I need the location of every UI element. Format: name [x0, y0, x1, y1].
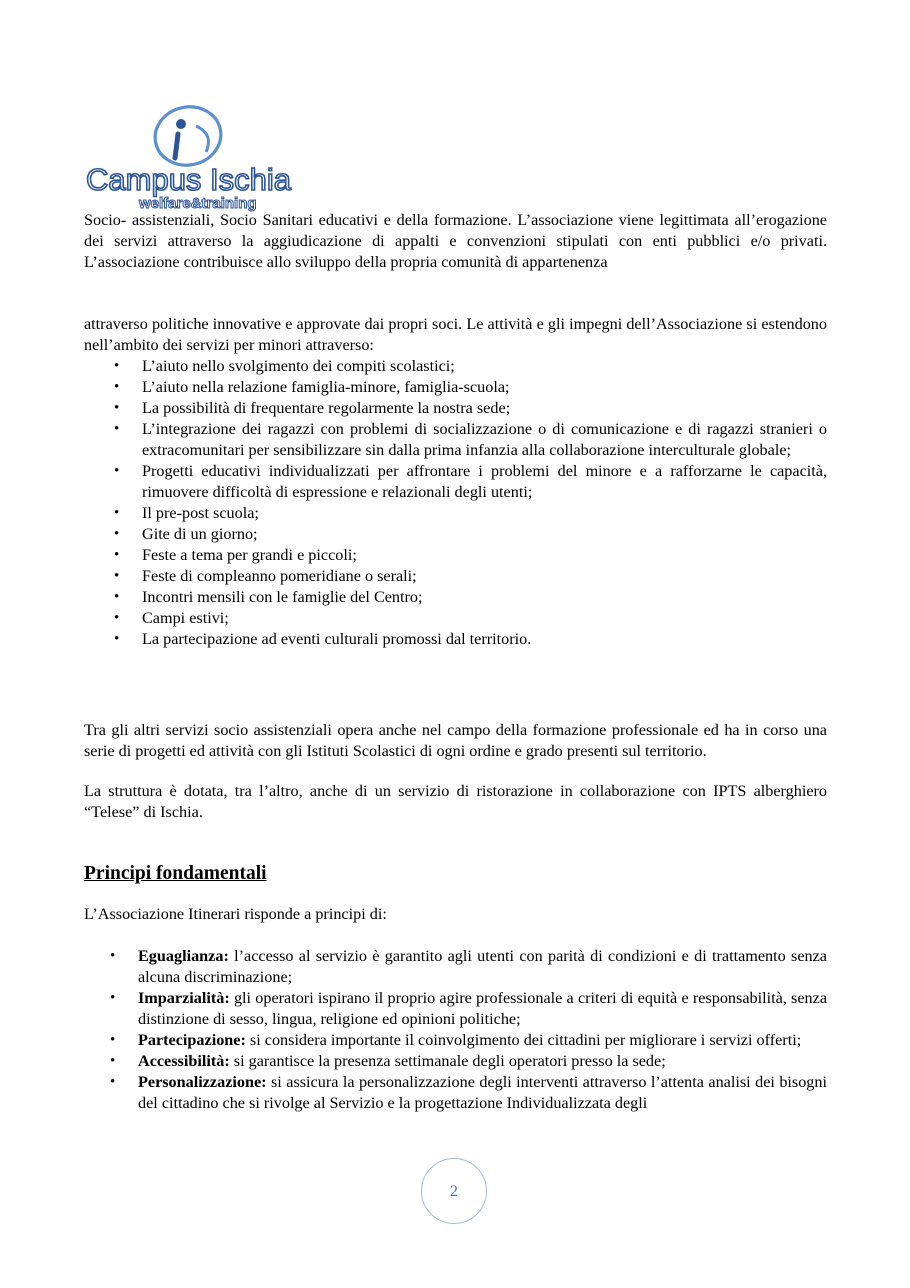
campus-ischia-logo [84, 104, 304, 212]
bullet-icon: • [114, 610, 120, 626]
list-item: • La partecipazione ad eventi culturali promossi dal territorio. [114, 630, 532, 648]
bullet-icon: • [110, 1053, 116, 1069]
list-item [84, 1030, 827, 1051]
svg-text:Campus Ischia: Campus Ischia [86, 162, 292, 197]
list-item [84, 988, 827, 1030]
bullet-icon: • [110, 948, 116, 964]
list-item: • Incontri mensili con le famiglie del Centro; [114, 588, 423, 606]
list-item: • Gite di un giorno; [114, 525, 258, 543]
bullet-icon: • [114, 631, 120, 647]
principle-term: Accessibilità: [138, 1052, 230, 1070]
principle-text: si assicura la personalizzazione degli interventi attraverso l’attenta analisi dei bisogni del cittadino che si rivolge al Servizio e la progettazione Individualizzata degli [138, 1073, 827, 1112]
list-item: • L’aiuto nella relazione famiglia-minore, famiglia-scuola; [114, 378, 510, 396]
catering-paragraph: La struttura è dotata, tra l’altro, anche di un servizio di ristorazione in collaborazione con IPTS alberghiero “Telese” di Ischia. [84, 782, 827, 821]
bullet-icon: • [110, 1074, 116, 1090]
bullet-icon: • [110, 1032, 116, 1048]
bullet-icon: • [114, 358, 120, 374]
principle-term: Eguaglianza: [138, 947, 229, 965]
list-item: • L’integrazione dei ragazzi con problemi di socializzazione o di comunicazione e di ragazzi stranieri o extracomunitari per sensibilizzare sin dalla prima infanzia alla collaborazione interculturale globale; [114, 420, 827, 459]
svg-text:welfare&training: welfare&training [139, 195, 257, 212]
bullet-icon: • [114, 547, 120, 563]
list-item [84, 946, 827, 988]
list-item [84, 1072, 827, 1114]
principle-text: si considera importante il coinvolgimento dei cittadini per migliorare i servizi offerti; [245, 1031, 802, 1049]
bullet-icon: • [110, 990, 116, 1006]
principles-intro: L’Associazione Itinerari risponde a principi di: [84, 905, 387, 923]
principle-term: Partecipazione: [138, 1031, 246, 1049]
principles-list [84, 946, 827, 1114]
bullet-icon: • [114, 505, 120, 521]
bullet-icon: • [114, 589, 120, 605]
section-heading: Principi fondamentali [84, 863, 267, 884]
principle-term: Personalizzazione: [138, 1073, 267, 1091]
principle-text: gli operatori ispirano il proprio agire professionale a criteri di equità e responsabilità, senza distinzione di sesso, lingua, religione ed opinioni politiche; [138, 989, 827, 1028]
list-item: • La possibilità di frequentare regolarmente la nostra sede; [114, 399, 511, 417]
bullet-icon: • [114, 379, 120, 395]
principle-text: l’accesso al servizio è garantito agli utenti con parità di condizioni e di trattamento senza alcuna discriminazione; [138, 947, 827, 986]
principle-term: Imparzialità: [138, 989, 230, 1007]
list-item: • Il pre-post scuola; [114, 504, 259, 522]
page-number: 2 [421, 1158, 487, 1224]
services-list [84, 356, 827, 650]
training-paragraph: Tra gli altri servizi socio assistenziali opera anche nel campo della formazione professionale ed ha in corso una serie di progetti ed attività con gli Istituti Scolastici di ogni ordine e grado presenti sul territorio. [84, 721, 827, 760]
list-item: • Feste di compleanno pomeridiane o serali; [114, 567, 417, 585]
bullet-icon: • [114, 526, 120, 542]
list-item: • Feste a tema per grandi e piccoli; [114, 546, 357, 564]
bullet-icon: • [114, 421, 120, 437]
services-intro-paragraph: attraverso politiche innovative e approvate dai propri soci. Le attività e gli impegni dell’Associazione si estendono nell’ambito dei servizi per minori attraverso: [84, 315, 827, 354]
bullet-icon: • [114, 463, 120, 479]
bullet-icon: • [114, 568, 120, 584]
list-item [84, 1051, 827, 1072]
bullet-icon: • [114, 400, 120, 416]
list-item: • L’aiuto nello svolgimento dei compiti scolastici; [114, 357, 455, 375]
list-item: • Progetti educativi individualizzati per affrontare i problemi del minore e a rafforzarne le capacità, rimuovere difficoltà di espressione e relazionali degli utenti; [114, 462, 827, 501]
intro-paragraph: Socio- assistenziali, Socio Sanitari educativi e della formazione. L’associazione viene legittimata all’erogazione dei servizi attraverso la aggiudicazione di appalti e convenzioni stipulati con enti pubblici e/o privati. L’associazione contribuisce allo sviluppo della propria comunità di appartenenza [84, 211, 827, 271]
principle-text: si garantisce la presenza settimanale degli operatori presso la sede; [229, 1052, 666, 1070]
list-item: • Campi estivi; [114, 609, 229, 627]
